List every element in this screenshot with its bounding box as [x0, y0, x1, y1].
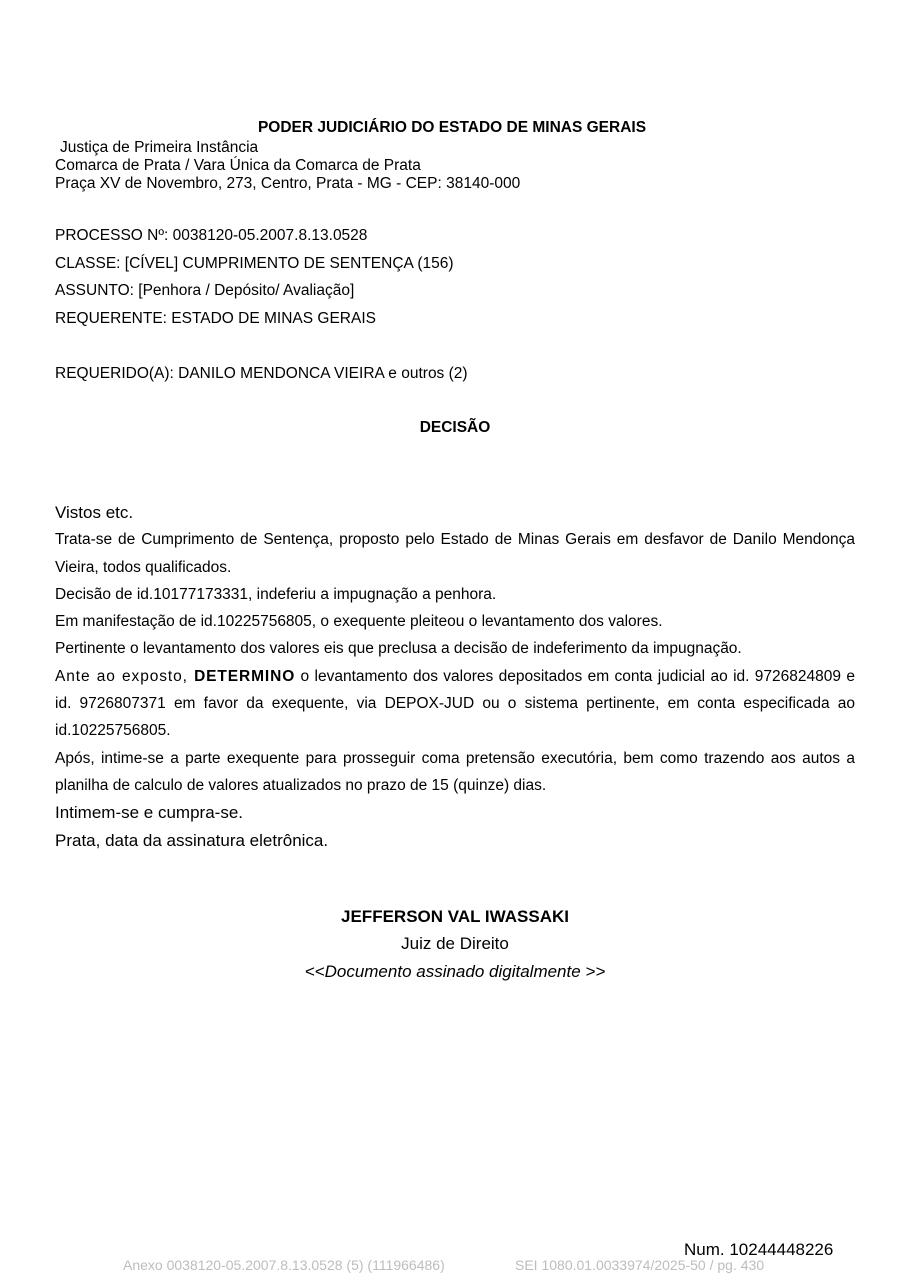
paragraph-6: Após, intime-se a parte exequente para prosseguir coma pretensão executória, bem como trazendo aos autos a planilha de calculo de valores atualizados no prazo de 15 (quinze) dias. [55, 749, 855, 794]
decision-heading: DECISÃO [419, 419, 491, 436]
footer-sei: SEI 1080.01.0033974/2025-50 / pg. 430 [515, 1257, 765, 1273]
requerente-line: REQUERENTE: ESTADO DE MINAS GERAIS [55, 310, 376, 327]
paragraph-5 [55, 663, 855, 745]
paragraph-5-bold: DETERMINO [194, 667, 296, 685]
paragraph-7: Intimem-se e cumpra-se. [55, 803, 243, 823]
instance-line: Justiça de Primeira Instância [60, 139, 259, 156]
requerido-line: REQUERIDO(A): DANILO MENDONCA VIEIRA e outros (2) [55, 365, 468, 382]
decision-body [55, 499, 855, 854]
footer-annex: Anexo 0038120-05.2007.8.13.0528 (5) (111966486) [123, 1257, 445, 1273]
paragraph-4: Pertinente o levantamento dos valores eis que preclusa a decisão de indeferimento da impugnação. [55, 640, 742, 658]
paragraph-1: Trata-se de Cumprimento de Sentença, proposto pelo Estado de Minas Gerais em desfavor de Danilo Mendonça Vieira, todos qualificados. [55, 531, 855, 576]
classe-line: CLASSE: [CÍVEL] CUMPRIMENTO DE SENTENÇA (156) [55, 255, 454, 272]
document-number: Num. 10244448226 [684, 1240, 834, 1259]
judge-role: Juiz de Direito [401, 934, 509, 953]
paragraph-8: Prata, data da assinatura eletrônica. [55, 830, 329, 850]
digital-signature-note: <<Documento assinado digitalmente >> [304, 962, 606, 981]
vistos-paragraph: Vistos etc. [55, 503, 134, 522]
paragraph-5-prefix: Ante ao exposto, [55, 667, 195, 685]
comarca-line: Comarca de Prata / Vara Única da Comarca de Prata [55, 157, 421, 174]
address-line: Praça XV de Novembro, 273, Centro, Prata - MG - CEP: 38140-000 [55, 175, 521, 192]
assunto-line: ASSUNTO: [Penhora / Depósito/ Avaliação] [55, 282, 355, 299]
paragraph-2: Decisão de id.10177173331, indeferiu a impugnação a penhora. [55, 585, 497, 603]
processo-line: PROCESSO Nº: 0038120-05.2007.8.13.0528 [55, 227, 368, 244]
paragraph-3: Em manifestação de id.10225756805, o exequente pleiteou o levantamento dos valores. [55, 613, 663, 631]
court-title: PODER JUDICIÁRIO DO ESTADO DE MINAS GERAIS [257, 119, 647, 136]
paragraph-5-rest: o levantamento dos valores depositados em conta judicial ao id. 9726824809 e id. 9726807371 em favor da exequente, via DEPOX-JUD ou o sistema pertinente, em conta especificada ao id.10225756805. [55, 667, 855, 740]
judge-name: JEFFERSON VAL IWASSAKI [341, 907, 569, 926]
